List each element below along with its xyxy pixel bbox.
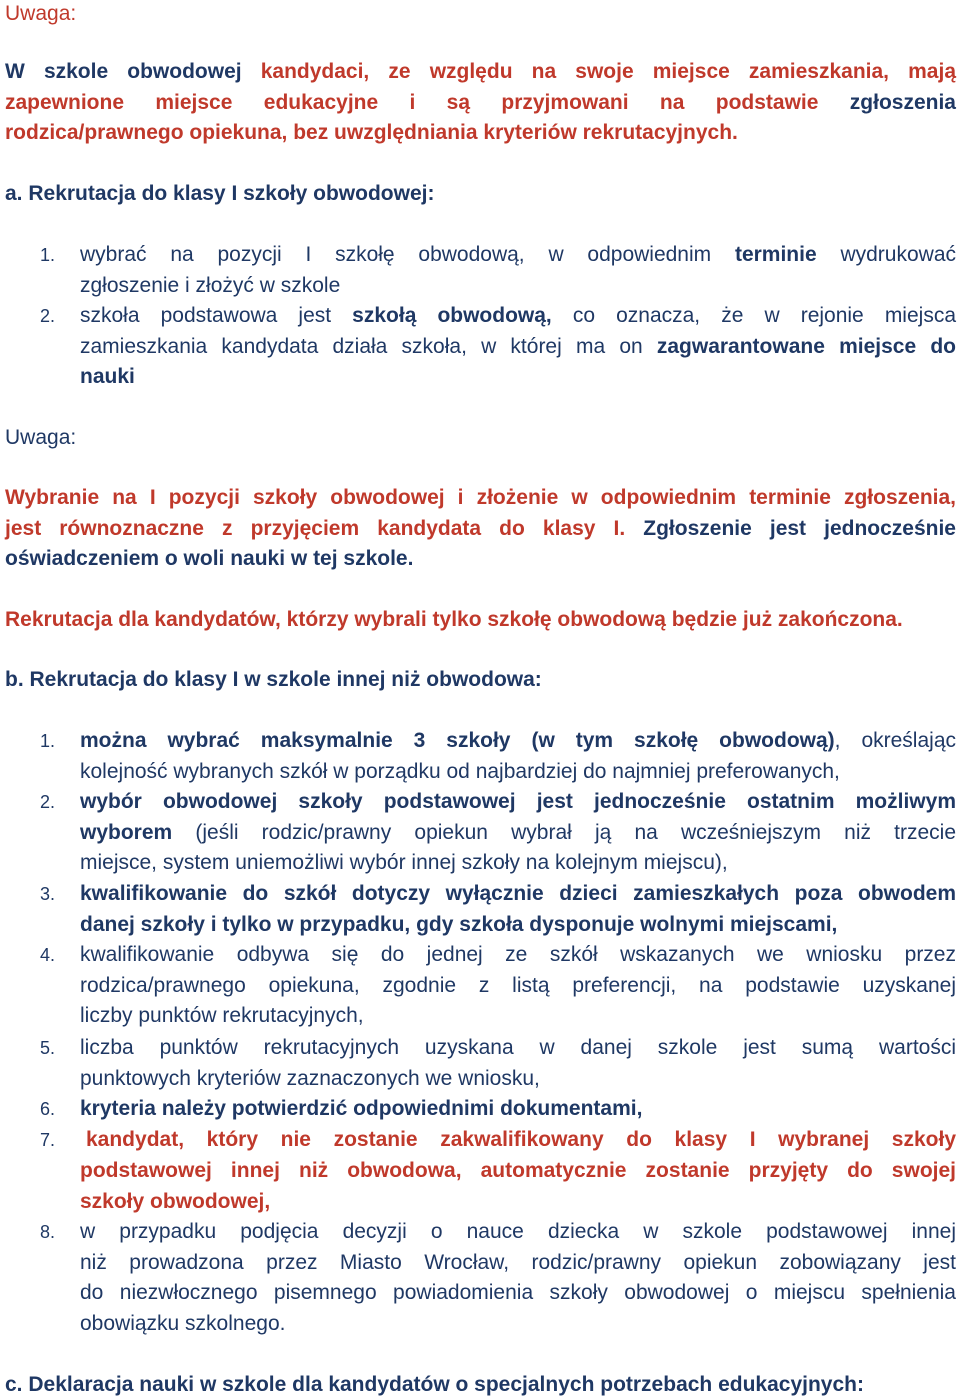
a-item-2 [80, 304, 956, 396]
b-item-6-line-1: kryteria należy potwierdzić odpowiednimi dokumentami, [80, 1097, 643, 1120]
note-line-1: Wybranie na I pozycji szkoły obwodowej i złożenie w odpowiednim terminie zgłoszenia, [5, 486, 956, 509]
b-item-1-line-1a: można wybrać maksymalnie 3 szkoły (w tym szkołę obwodową) [80, 729, 835, 752]
b-item-7-line-3: szkoły obwodowej, [80, 1189, 271, 1213]
b-item-7-line-2: podstawowej innej niż obwodowa, automatycznie zostanie przyjęty do swojej [80, 1159, 956, 1182]
note-line-2b: Zgłoszenie jest jednocześnie [643, 516, 956, 540]
b-item-8-line-1: w przypadku podjęcia decyzji o nauce dziecka w szkole podstawowej innej [80, 1220, 956, 1243]
a-item-2-line-3: nauki [80, 365, 135, 389]
b-item-8-line-3: do niezwłocznego pisemnego powiadomienia szkoły obwodowej o miejscu spełnienia [80, 1281, 956, 1305]
closing-statement: Rekrutacja dla kandydatów, którzy wybrali tylko szkołę obwodową będzie już zakończona. [5, 608, 903, 631]
b-item-1-number: 1. [40, 731, 56, 751]
b-item-4 [80, 943, 956, 1035]
a-item-1-line-1b: terminie [734, 243, 817, 266]
a-item-2-line-1a: szkoła podstawowa jest [80, 304, 353, 327]
b-item-4-line-1: kwalifikowanie odbywa się do jednej ze szkół wskazanych we wniosku przez [80, 943, 956, 966]
a-item-1-line-1c: wydrukować [816, 243, 956, 266]
intro-line-1b: kandydaci, ze względu na swoje miejsce zamieszkania, mają [260, 60, 956, 83]
b-item-5 [80, 1036, 956, 1097]
b-item-4-line-3: liczby punktów rekrutacyjnych, [80, 1004, 364, 1028]
b-item-1-line-2: kolejność wybranych szkół w porządku od najbardziej do najmniej preferowanych, [80, 759, 840, 783]
b-item-8-number: 8. [40, 1222, 56, 1242]
section-b-heading: b. Rekrutacja do klasy I w szkole innej niż obwodowa: [5, 668, 542, 691]
b-item-2-line-2b: (jeśli rodzic/prawny opiekun wybrał ją na wcześniejszym niż trzecie [172, 820, 956, 844]
intro-line-2a: zapewnione miejsce edukacyjne i są przyjmowani na podstawie [5, 90, 850, 114]
note-heading-1: Uwaga: [5, 2, 77, 25]
b-item-5-line-2: punktowych kryteriów zaznaczonych we wniosku, [80, 1066, 540, 1090]
a-item-2-line-2b: zagwarantowane miejsce do [656, 334, 956, 358]
b-item-5-line-1: liczba punktów rekrutacyjnych uzyskana w danej szkole jest sumą wartości [80, 1036, 956, 1059]
b-item-2-line-2a: wyborem [80, 820, 173, 844]
a-item-1-line-2: zgłoszenie i złożyć w szkole [80, 273, 341, 297]
b-item-7 [86, 1128, 956, 1159]
b-item-3-line-1: kwalifikowanie do szkół dotyczy wyłącznie dzieci zamieszkałych poza obwodem [80, 882, 956, 905]
b-item-6 [80, 1097, 956, 1128]
b-item-2-line-3: miejsce, system uniemożliwi wybór innej szkoły na kolejnym miejscu), [80, 851, 728, 875]
b-item-7-line-1: kandydat, który nie zostanie zakwalifikowany do klasy I wybranej szkoły [86, 1128, 956, 1151]
a-item-2-line-1b: szkołą obwodową, [352, 304, 552, 327]
b-item-8-line-2: niż prowadzona przez Miasto Wrocław, rodzic/prawny opiekun zobowiązany jest [80, 1250, 956, 1274]
b-item-2 [80, 790, 956, 882]
a-item-1-line-1a: wybrać na pozycji I szkołę obwodową, w odpowiednim [80, 243, 735, 266]
intro-line-3: rodzica/prawnego opiekuna, bez uwzględniania kryteriów rekrutacyjnych. [5, 121, 738, 145]
b-item-1 [80, 729, 956, 790]
a-item-2-number: 2. [40, 306, 56, 326]
b-item-8 [80, 1220, 956, 1343]
intro-paragraph [5, 60, 956, 152]
a-item-2-line-1c: co oznacza, że w rejonie miejsca [551, 304, 956, 327]
b-item-2-line-1: wybór obwodowej szkoły podstawowej jest jednocześnie ostatnim możliwym [80, 790, 956, 813]
intro-line-2b: zgłoszenia [849, 90, 956, 114]
b-item-3-number: 3. [40, 884, 56, 904]
b-item-3 [80, 882, 956, 943]
b-item-7-cont [80, 1159, 956, 1220]
note-line-3: oświadczeniem o woli nauki w tej szkole. [5, 547, 414, 571]
b-item-6-number: 6. [40, 1099, 56, 1119]
b-item-1-line-1b: , określając [834, 729, 957, 752]
section-c-heading: c. Deklaracja nauki w szkole dla kandydatów o specjalnych potrzebach edukacyjnych: [5, 1373, 864, 1396]
b-item-2-number: 2. [40, 792, 56, 812]
b-item-4-line-2: rodzica/prawnego opiekuna, zgodnie z listą preferencji, na podstawie uzyskanej [80, 973, 956, 997]
b-item-3-line-2: danej szkoły i tylko w przypadku, gdy szkoła dysponuje wolnymi miejscami, [80, 912, 838, 936]
intro-line-1a: W szkole obwodowej [5, 60, 261, 83]
b-item-8-line-4: obowiązku szkolnego. [80, 1312, 286, 1336]
section-a-heading: a. Rekrutacja do klasy I szkoły obwodowej: [5, 182, 435, 205]
b-item-5-number: 5. [40, 1038, 56, 1058]
a-item-2-line-2a: zamieszkania kandydata działa szkoła, w której ma on [80, 334, 657, 358]
a-item-1-number: 1. [40, 245, 56, 265]
note-paragraph [5, 486, 956, 578]
note-line-2a: jest równoznaczne z przyjęciem kandydata do klasy I. [5, 516, 644, 540]
note-heading-2: Uwaga: [5, 426, 77, 449]
b-item-7-number: 7. [40, 1130, 56, 1150]
a-item-1 [80, 243, 956, 304]
b-item-4-number: 4. [40, 945, 56, 965]
